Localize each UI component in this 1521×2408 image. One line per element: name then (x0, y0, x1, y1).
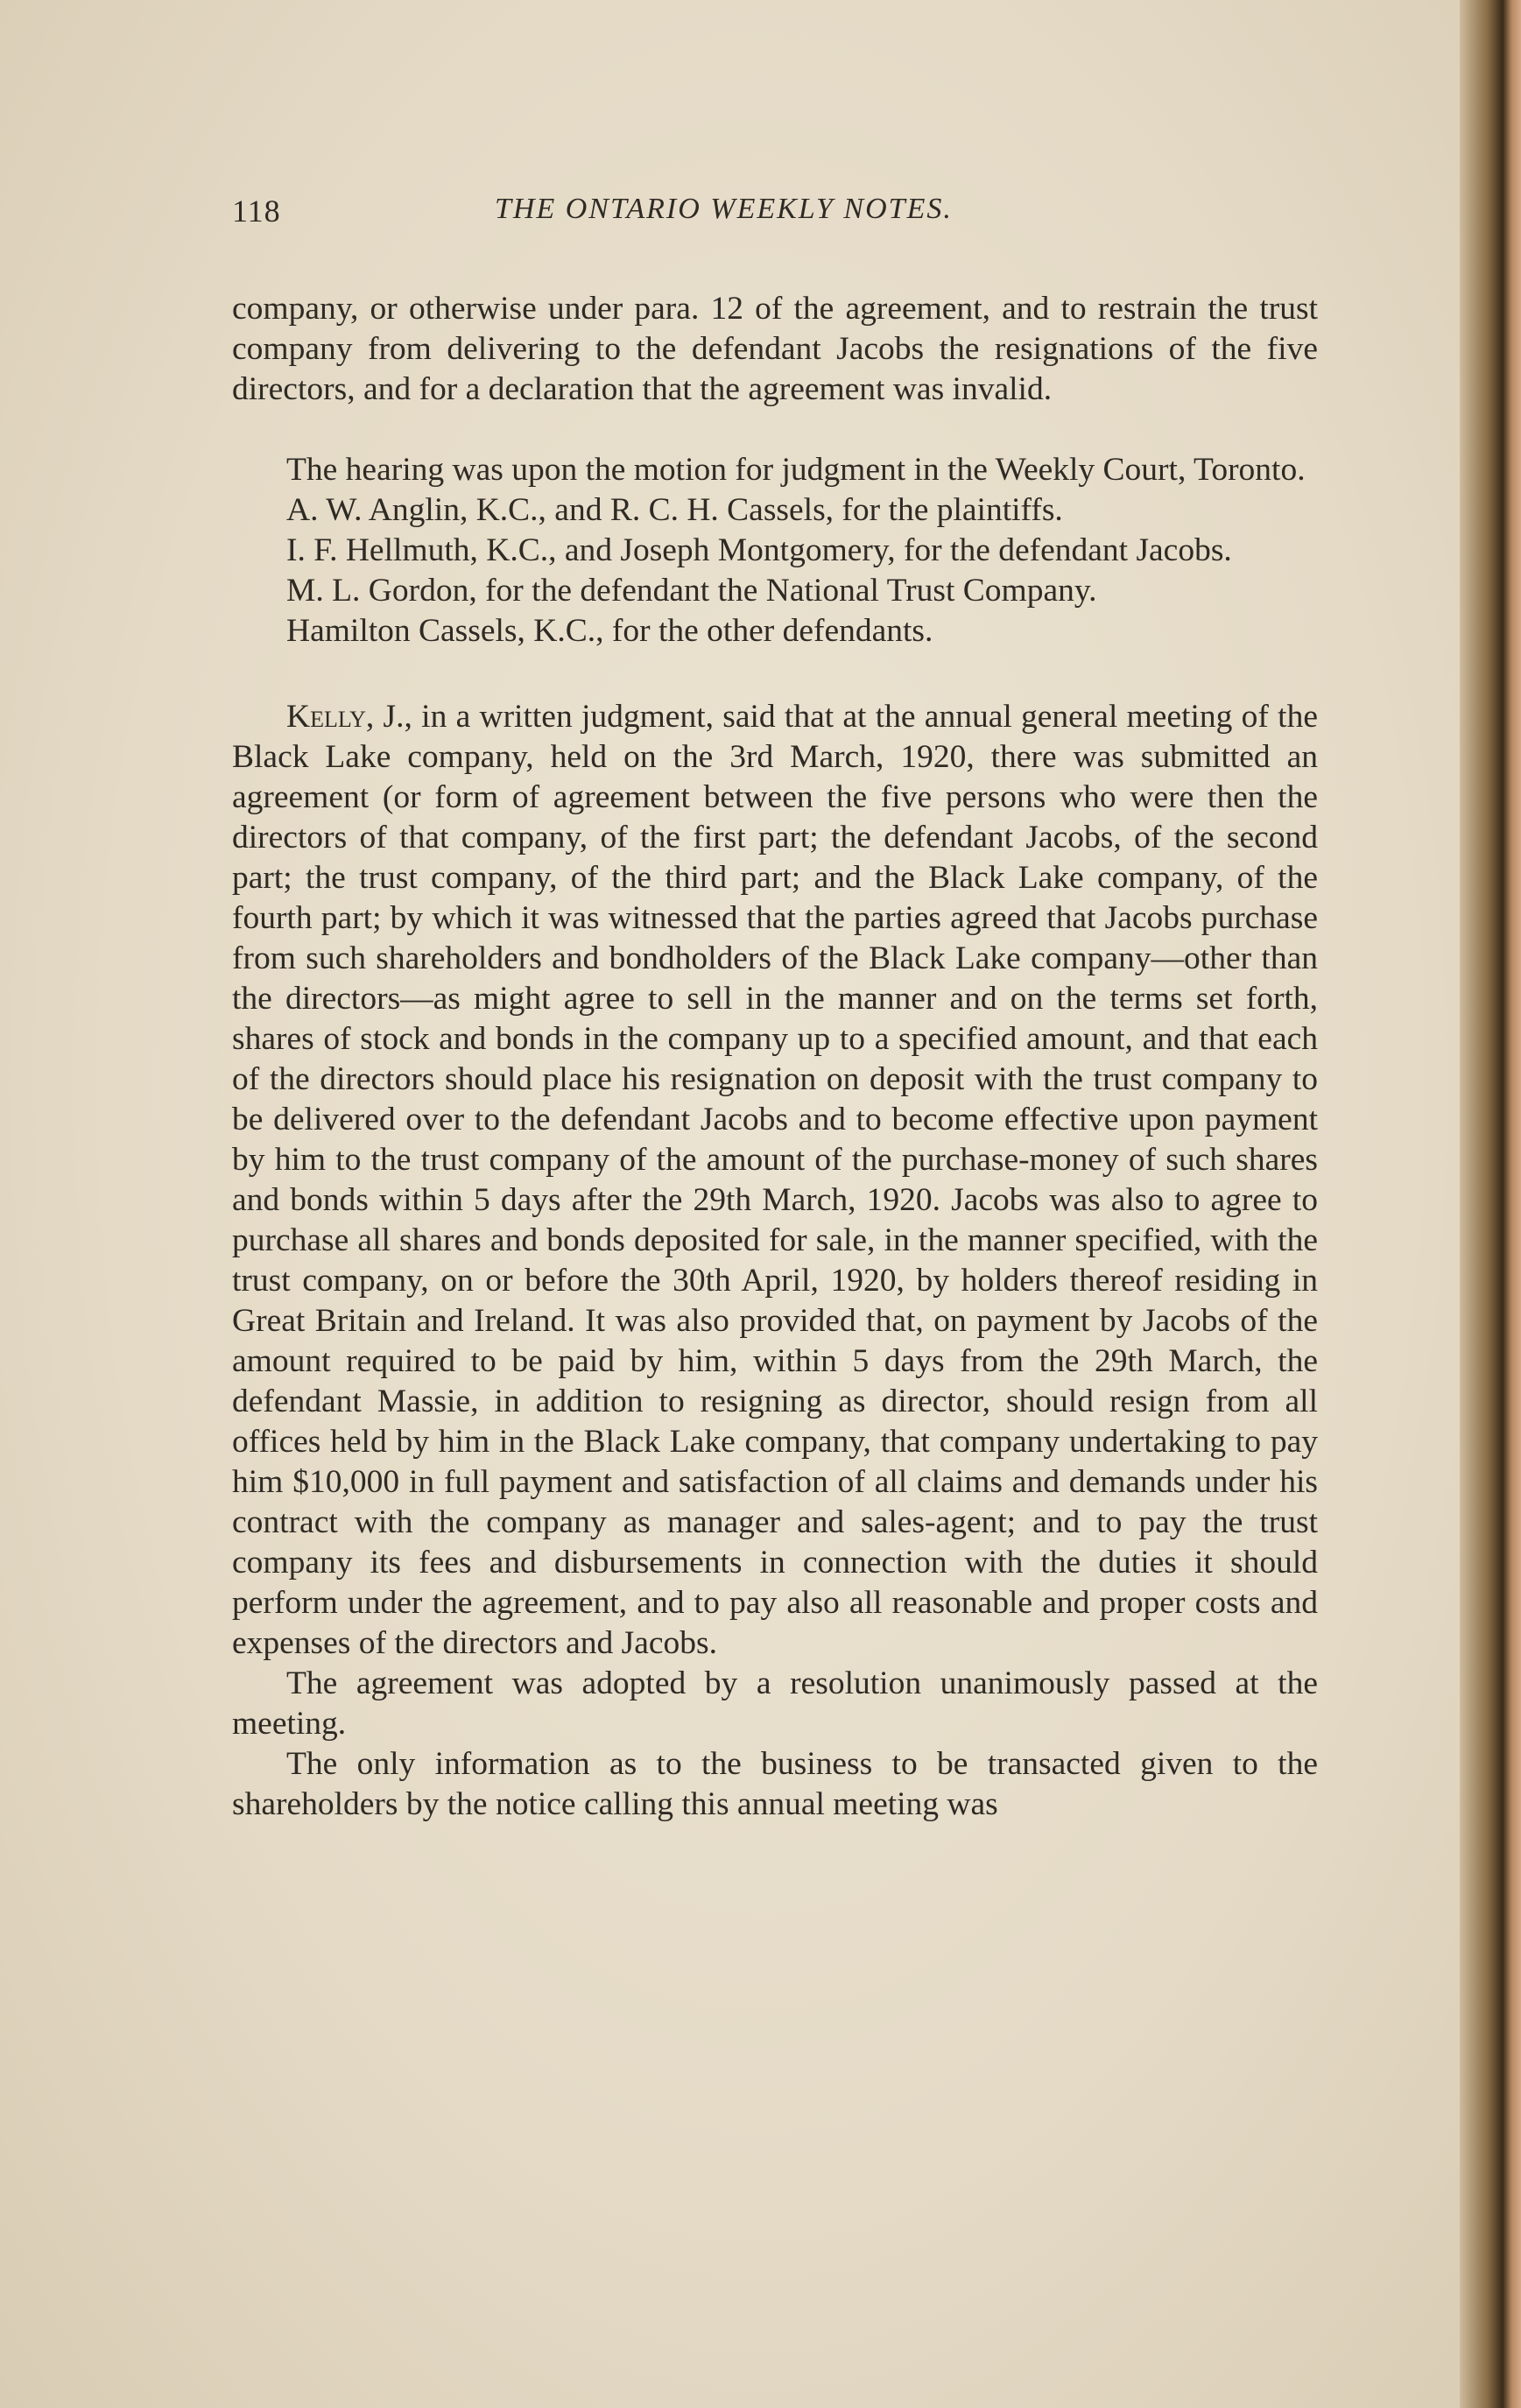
counsel-plaintiffs: A. W. Anglin, K.C., and R. C. H. Cassels, for the plaintiffs. (286, 492, 1063, 528)
paragraph-notice: The only information as to the business to be transacted given to the shareholders by the notice calling this annual meeting was (232, 1746, 1318, 1822)
counsel-national-trust: M. L. Gordon, for the defendant the National Trust Company. (286, 573, 1097, 609)
counsel-other-defendants: Hamilton Cassels, K.C., for the other defendants. (286, 613, 933, 649)
running-title: THE ONTARIO WEEKLY NOTES. (495, 193, 953, 225)
paragraph-resolution: The agreement was adopted by a resolution unanimously passed at the meeting. (232, 1665, 1318, 1742)
judge-name: Kelly (286, 699, 366, 735)
page-number: 118 (232, 194, 281, 229)
paragraph-judgment (232, 697, 1318, 1664)
text-column (232, 193, 1318, 1825)
judgment-text: , J., in a written judgment, said that at the annual general meeting of the Black Lake company, held on the 3rd March, 1920, there was submitted an agreement (or form of agreement between the five persons who were then the directors of that company, of the first part; the defendant Jacobs, of the second part; the trust company, of the third part; and the Black Lake company, of the fourth part; by which it was witnessed that the parties agreed that Jacobs purchase from such shareholders and bondholders of the Black Lake company—other than the directors—as might agree to sell in the manner and on the terms set forth, shares of stock and bonds in the company up to a specified amount, and that each of the directors should place his resignation on deposit with the trust company to be delivered over to the defendant Jacobs and to become effective upon payment by him to the trust company of the amount of the purchase-money of such shares and bonds within 5 days after the 29th March, 1920. Jacobs was also to agree to purchase all shares and bonds deposited for sale, in the manner specified, with the trust company, on or before the 30th April, 1920, by holders thereof residing in Great Britain and Ireland. It was also provided that, on payment by Jacobs of the amount required to be paid by him, within 5 days from the 29th March, the defendant Massie, in addition to resigning as director, should resign from all offices held by him in the Black Lake company, that company undertaking to pay him $10,000 in full payment and satisfaction of all claims and demands under his contract with the company as manager and sales-agent; and to pay the trust company its fees and disbursements in connection with the duties it should perform under the agreement, and to pay also all reasonable and proper costs and expenses of the directors and Jacobs. (232, 699, 1318, 1661)
page-header (232, 193, 1318, 245)
paragraph-continuation: company, or otherwise under para. 12 of the agreement, and to restrain the trust company from delivering to the defendant Jacobs the resignations of the five directors, and for a declaration that the agreement was invalid. (232, 291, 1318, 407)
book-spine-edge (1460, 0, 1521, 2408)
paragraph-hearing: The hearing was upon the motion for judgment in the Weekly Court, Toronto. (286, 452, 1306, 488)
counsel-defendant-jacobs: I. F. Hellmuth, K.C., and Joseph Montgomery, for the defendant Jacobs. (286, 532, 1232, 568)
